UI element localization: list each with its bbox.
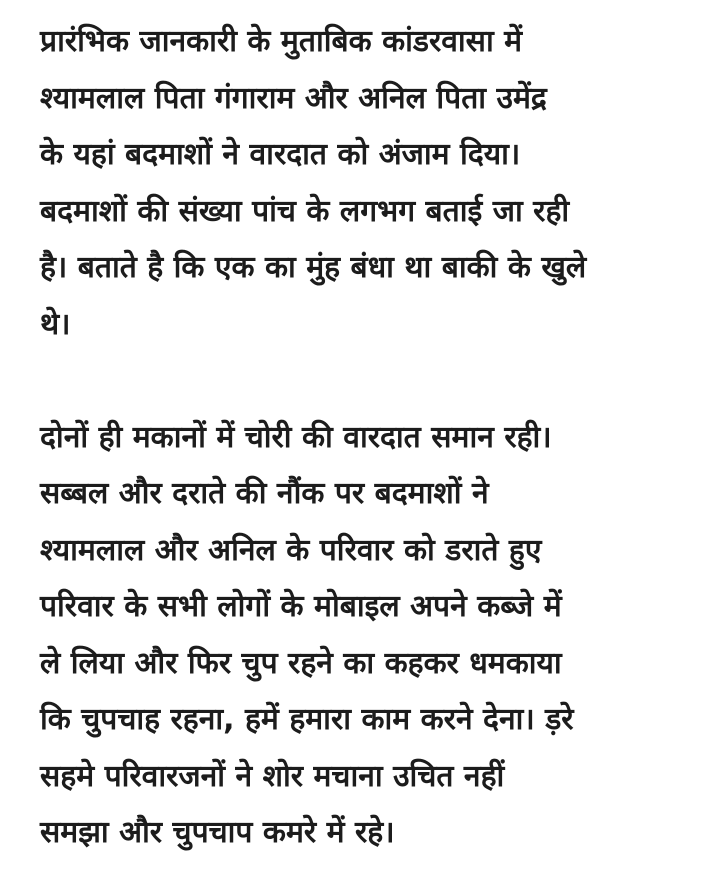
paragraph-2: [40, 410, 700, 862]
text-line: श्यामलाल पिता गंगाराम और अनिल पिता उमेंद्र: [40, 80, 547, 116]
text-line: है। बताते है कि एक का मुंह बंधा था बाकी के खुले: [40, 250, 587, 285]
text-line: प्रारंभिक जानकारी के मुताबिक कांडरवासा में: [40, 24, 523, 59]
text-line: श्यामलाल और अनिल के परिवार को डराते हुए: [40, 532, 542, 568]
article-body: [40, 14, 700, 862]
text-line: समझा और चुपचाप कमरे में रहे।: [40, 815, 395, 850]
text-line: परिवार के सभी लोगों के मोबाइल अपने कब्जे में: [40, 589, 562, 624]
text-line: सब्बल और दराते की नौंक पर बदमाशों ने: [40, 476, 489, 511]
text-line: कि चुपचाह रहना, हमें हमारा काम करने देना। ड़रे: [40, 702, 574, 737]
text-line: थे।: [40, 306, 71, 342]
paragraph-1: [40, 14, 700, 353]
text-line: बदमाशों की संख्या पांच के लगभग बताई जा रही: [40, 193, 570, 229]
text-line: दोनों ही मकानों में चोरी की वारदात समान रही।: [40, 419, 552, 455]
text-line: ले लिया और फिर चुप रहने का कहकर धमकाया: [40, 645, 562, 681]
text-line: के यहां बदमाशों ने वारदात को अंजाम दिया।: [40, 137, 521, 172]
text-line: सहमे परिवारजनों ने शोर मचाना उचित नहीं: [40, 758, 505, 794]
